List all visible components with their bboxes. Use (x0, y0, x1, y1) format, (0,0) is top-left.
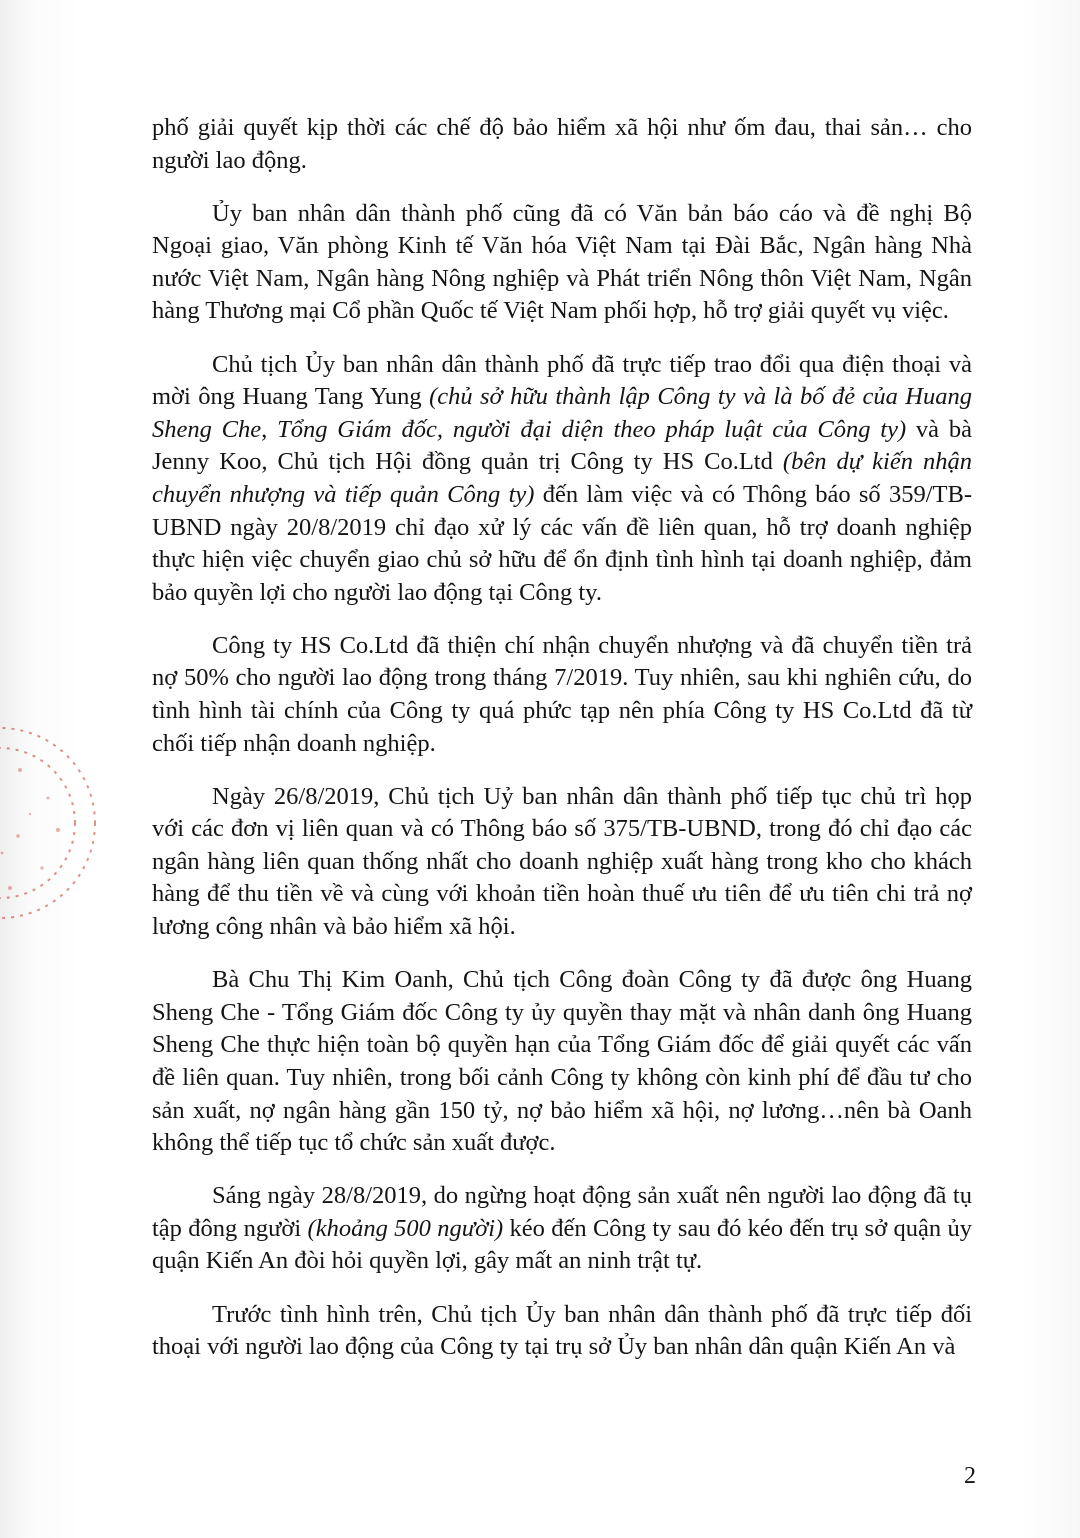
text-segment: Ủy ban nhân dân thành phố cũng đã có Văn bản báo cáo và đề nghị Bộ Ngoại giao, Văn phòng Kinh tế Văn hóa Việt Nam tại Đài Bắc, Ngân hàng Nhà nước Việt Nam, Ngân hàng Nông nghiệp và Phát triển Nông thôn Việt Nam, Ngân hàng Thương mại Cổ phần Quốc tế Việt Nam phối hợp, hỗ trợ giải quyết vụ việc. (152, 199, 972, 325)
text-segment: phố giải quyết kịp thời các chế độ bảo hiểm xã hội như ốm đau, thai sản… cho người lao động. (152, 114, 972, 174)
text-segment: kéo đến Công ty sau đó kéo đến trụ sở quận ủy quận Kiến An đòi hỏi quyền lợi, gây mất an ninh trật tự. (152, 1214, 972, 1275)
italic-text-segment: (khoảng 500 người) (307, 1214, 504, 1242)
italic-text-segment: (chủ sở hữu thành lập Công ty và là bố đẻ của Huang Sheng Che, Tổng Giám đốc, người đại diện theo pháp luật của Công ty) (152, 383, 972, 443)
paragraph (152, 781, 972, 944)
paragraph (152, 349, 972, 610)
text-segment: Sáng ngày 28/8/2019, do ngừng hoạt động sản xuất nên người lao động đã tụ tập đông người (152, 1182, 972, 1242)
page-number: 2 (964, 1463, 976, 1489)
text-segment: đến làm việc và có Thông báo số 359/TB-UBND ngày 20/8/2019 chỉ đạo xử lý các vấn đề liên quan, hỗ trợ doanh nghiệp thực hiện việc chuyển giao chủ sở hữu để ổn định tình hình tại doanh nghiệp, đảm bảo quyền lợi cho người lao động tại Công ty. (152, 480, 973, 606)
paragraph (152, 1299, 972, 1364)
paragraph (152, 964, 972, 1160)
paragraph (152, 198, 972, 328)
italic-text-segment: (bên dự kiến nhận chuyển nhượng và tiếp quản Công ty) (152, 448, 972, 508)
text-segment: Ngày 26/8/2019, Chủ tịch Uỷ ban nhân dân thành phố tiếp tục chủ trì họp với các đơn vị liên quan và có Thông báo số 375/TB-UBND, trong đó chỉ đạo các ngân hàng liên quan thống nhất cho doanh nghiệp xuất hàng trong kho cho khách hàng để thu tiền về và cùng với khoản tiền hoàn thuế ưu tiên để ưu tiên chi trả nợ lương công nhân và bảo hiểm xã hội. (152, 782, 972, 941)
red-seal-stamp-icon (0, 718, 120, 928)
text-segment: Chủ tịch Ủy ban nhân dân thành phố đã trực tiếp trao đổi qua điện thoại và mời ông Huang Tang Yung (152, 350, 972, 411)
paragraph (152, 630, 972, 760)
text-segment: và bà Jenny Koo, Chủ tịch Hội đồng quản trị Công ty HS Co.Ltd (152, 415, 972, 476)
paragraph (152, 112, 972, 177)
text-segment: Trước tình hình trên, Chủ tịch Ủy ban nhân dân thành phố đã trực tiếp đối thoại với người lao động của Công ty tại trụ sở Ủy ban nhân dân quận Kiến An và (152, 1300, 972, 1361)
text-segment: Công ty HS Co.Ltd đã thiện chí nhận chuyển nhượng và đã chuyển tiền trả nợ 50% cho người lao động trong tháng 7/2019. Tuy nhiên, sau khi nghiên cứu, do tình hình tài chính của Công ty quá phức tạp nên phía Công ty HS Co.Ltd đã từ chối tiếp nhận doanh nghiệp. (152, 631, 972, 757)
text-segment: Bà Chu Thị Kim Oanh, Chủ tịch Công đoàn Công ty đã được ông Huang Sheng Che - Tổng Giám đốc Công ty ủy quyền thay mặt và nhân danh ông Huang Sheng Che thực hiện toàn bộ quyền hạn của Tổng Giám đốc để giải quyết các vấn đề liên quan. Tuy nhiên, trong bối cảnh Công ty không còn kinh phí để đầu tư cho sản xuất, nợ ngân hàng gần 150 tỷ, nợ bảo hiểm xã hội, nợ lương…nên bà Oanh không thể tiếp tục tổ chức sản xuất được. (152, 966, 972, 1157)
paragraph (152, 1180, 972, 1278)
document-body (152, 112, 972, 1364)
